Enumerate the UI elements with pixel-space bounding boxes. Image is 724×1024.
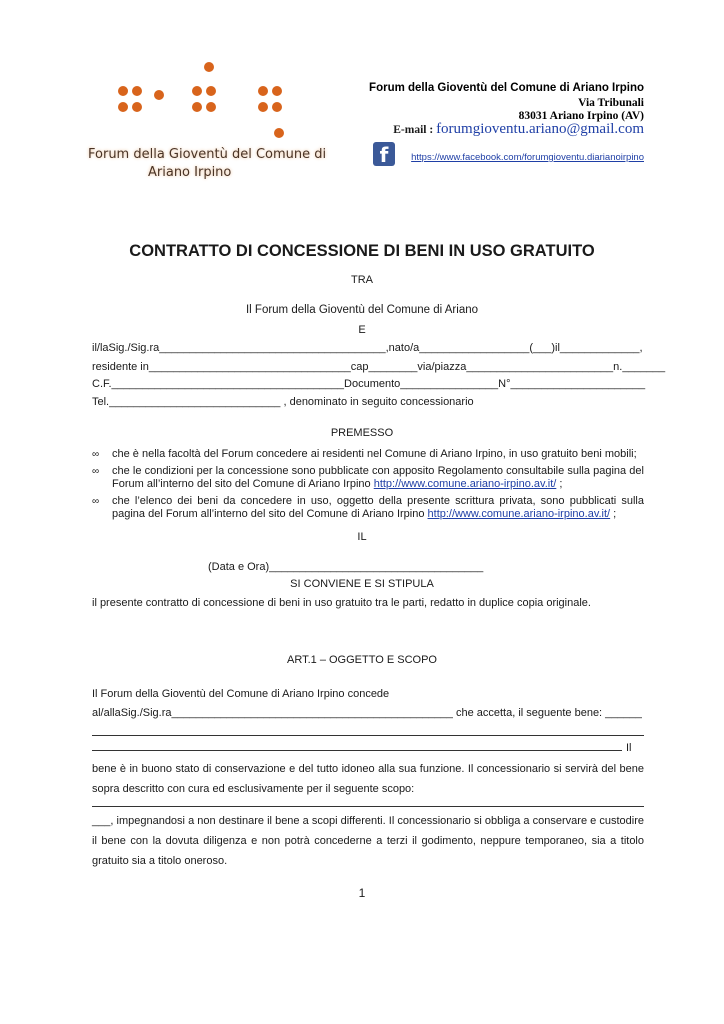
page-number: 1 <box>358 886 366 900</box>
art1-il: Il <box>626 742 632 754</box>
party-one: Il Forum della Gioventù del Comune di Ariano <box>245 304 479 316</box>
field-cf-line: C.F.______________________________________Documento________________N°______________________ <box>92 378 646 390</box>
facebook-icon[interactable]: f <box>373 142 395 166</box>
header-org: Forum della Gioventù del Comune di Ariano Irpino <box>369 82 644 94</box>
list-item <box>92 448 644 462</box>
conviene-label: SI CONVIENE E SI STIPULA <box>290 578 434 590</box>
header-email-line <box>393 121 644 138</box>
comune-link[interactable]: http://www.comune.ariano-irpino.av.it/ <box>427 508 611 520</box>
logo-dot <box>258 102 268 112</box>
logo-dot <box>274 128 284 138</box>
logo-dot <box>192 102 202 112</box>
field-residence-line: residente in_________________________________cap________via/piazza________________________n._______ <box>92 361 666 373</box>
logo-dot <box>258 86 268 96</box>
blank-line <box>92 750 622 751</box>
art1-p1: Il Forum della Gioventù del Comune di Ariano Irpino concede <box>92 688 390 700</box>
logo-dot <box>132 86 142 96</box>
header-street: Via Tribunali <box>578 97 644 109</box>
comune-link[interactable]: http://www.comune.ariano-irpino.av.it/ <box>373 478 557 490</box>
document-title: CONTRATTO DI CONCESSIONE DI BENI IN USO GRATUITO <box>129 242 595 260</box>
logo-dot <box>118 86 128 96</box>
article-1-title: ART.1 – OGGETTO E SCOPO <box>287 654 437 666</box>
date-time-field: (Data e Ora)___________________________________ <box>208 561 484 573</box>
e-label: E <box>358 324 366 336</box>
logo-text <box>88 146 328 182</box>
list-item <box>92 465 644 492</box>
logo-line-2: Ariano Irpino <box>148 165 232 180</box>
logo-dot <box>132 102 142 112</box>
email-label: E-mail : <box>393 124 434 136</box>
bullet-suffix: ; <box>556 478 563 490</box>
bullet-suffix: ; <box>610 508 617 520</box>
art1-p4: bene è in buono stato di conservazione e del tutto idoneo alla sua funzione. Il concessionario si servirà del bene sopra descritto con cura ed esclusivamente per il seguente scopo: <box>92 763 644 795</box>
bullet-text: che le condizioni per la concessione sono pubblicate con apposito Regolamento consultabile sulla pagina del Forum all’interno del sito del Comune di Ariano Irpino <box>112 464 644 490</box>
email-link[interactable]: forumgioventu.ariano@gmail.com <box>436 121 644 137</box>
facebook-link[interactable]: https://www.facebook.com/forumgioventu.diarianoirpino <box>411 152 644 163</box>
tra-label: TRA <box>351 274 373 286</box>
list-item-text <box>112 465 644 492</box>
premesso-list <box>92 448 644 525</box>
logo-dot <box>204 62 214 72</box>
list-item-text <box>112 495 644 522</box>
infinity-bullet-icon: ∞ <box>92 465 100 477</box>
forum-logo <box>80 56 330 186</box>
bullet-text: che l’elenco dei beni da concedere in uso, oggetto della presente scrittura privata, sono pubblicati sulla pagina del Forum all’interno del sito del Comune di Ariano Irpino <box>112 494 644 520</box>
premesso-label: PREMESSO <box>330 427 394 439</box>
il-label: IL <box>357 531 367 543</box>
logo-dot <box>118 102 128 112</box>
logo-dot <box>206 86 216 96</box>
infinity-bullet-icon: ∞ <box>92 495 100 507</box>
art1-p2: al/allaSig./Sig.ra______________________________________________ che accetta, il seguente bene: ______ <box>92 707 642 719</box>
header-city: 83031 Ariano Irpino (AV) <box>518 110 644 122</box>
blank-line <box>92 735 644 736</box>
logo-dot <box>272 102 282 112</box>
logo-dot <box>272 86 282 96</box>
list-item-text <box>112 448 644 462</box>
infinity-bullet-icon: ∞ <box>92 449 100 460</box>
logo-dot <box>154 90 164 100</box>
field-name-line: il/laSig./Sig.ra_____________________________________,nato/a__________________(___)il_____________, <box>92 342 643 354</box>
logo-dot <box>192 86 202 96</box>
field-tel-line: Tel.____________________________ , denominato in seguito concessionario <box>92 396 474 408</box>
art1-p5: ___, impegnandosi a non destinare il bene a scopi differenti. Il concessionario si obbliga a conservare e custodire il bene con la dovuta diligenza e non potrà concederne a terzi il godimento, neppure temporaneo, sia a titolo gratuito sia a titolo oneroso. <box>92 815 644 867</box>
blank-line <box>92 806 644 807</box>
presente-text: il presente contratto di concessione di beni in uso gratuito tra le parti, redatto in duplice copia originale. <box>92 597 591 609</box>
logo-dot <box>206 102 216 112</box>
bullet-text: che è nella facoltà del Forum concedere ai residenti nel Comune di Ariano Irpino, in uso gratuito beni mobili; <box>112 448 637 460</box>
logo-line-1: Forum della Gioventù del Comune di <box>88 147 327 162</box>
list-item <box>92 495 644 522</box>
